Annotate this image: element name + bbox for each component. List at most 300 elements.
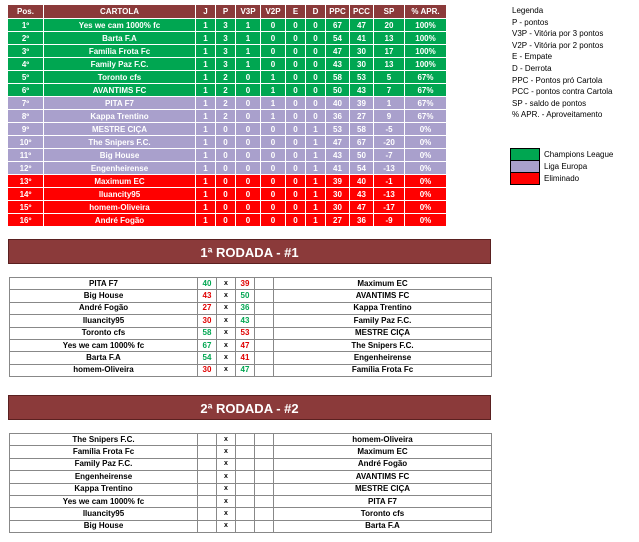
cell-j: 1 [196,162,216,175]
cell-v3p: 0 [236,188,261,201]
legend-item: SP - saldo de pontos [512,98,587,108]
cell-sp: 17 [374,45,405,58]
header-cell: Pos. [8,5,44,19]
cell-d: 0 [306,71,326,84]
cell-e: 0 [286,45,306,58]
cell-p: 2 [216,110,236,123]
cell-j: 1 [196,84,216,97]
versus-mark: x [217,483,236,495]
cell-p: 0 [216,188,236,201]
away-score [236,458,255,470]
cell-d: 0 [306,19,326,32]
cell-d: 0 [306,45,326,58]
cell-sp: -7 [374,149,405,162]
spacer-cell [255,364,274,376]
cell-ppc: 53 [326,123,350,136]
match-row [10,327,492,339]
cell-pcc: 36 [350,214,374,227]
home-score: 43 [198,290,217,302]
standings-row [8,175,447,188]
cell-v2p: 0 [261,123,286,136]
zone-label: Liga Europa [544,162,588,171]
cell-team: AVANTIMS FC [44,84,196,97]
standings-row [8,110,447,123]
zone-label: Eliminado [544,174,580,183]
cell-d: 1 [306,149,326,162]
home-score [198,446,217,458]
cell-e: 0 [286,110,306,123]
cell-ppc: 39 [326,175,350,188]
cell-e: 0 [286,188,306,201]
cell-team: Family Paz F.C. [44,58,196,71]
cell-p: 3 [216,19,236,32]
cell-pos: 13º [8,175,44,188]
home-score: 54 [198,352,217,364]
standings-table [7,4,447,227]
home-team: Yes we cam 1000% fc [10,339,198,351]
cell-ppc: 30 [326,201,350,214]
home-team: lluancity95 [10,315,198,327]
home-team: Família Frota Fc [10,446,198,458]
away-score [236,520,255,532]
spacer-cell [255,446,274,458]
match-row [10,290,492,302]
versus-mark: x [217,315,236,327]
cell-sp: -17 [374,201,405,214]
away-score [236,471,255,483]
round-2-banner: 2ª RODADA - #2 [8,395,491,420]
cell-sp: 5 [374,71,405,84]
standings-row [8,123,447,136]
home-score: 30 [198,315,217,327]
cell-pos: 6º [8,84,44,97]
cell-apr: 67% [405,97,447,110]
cell-d: 1 [306,214,326,227]
spacer-cell [255,278,274,290]
home-score: 40 [198,278,217,290]
away-score: 47 [236,339,255,351]
spacer-cell [255,339,274,351]
cell-e: 0 [286,162,306,175]
cell-j: 1 [196,110,216,123]
cell-pcc: 50 [350,149,374,162]
cell-ppc: 54 [326,32,350,45]
cell-pcc: 47 [350,19,374,32]
cell-j: 1 [196,97,216,110]
header-cell: V3P [236,5,261,19]
away-score [236,446,255,458]
header-cell: E [286,5,306,19]
versus-mark: x [217,458,236,470]
cell-ppc: 47 [326,136,350,149]
away-team: Maximum EC [274,446,492,458]
home-team: Barta F.A [10,352,198,364]
cell-d: 0 [306,84,326,97]
standings-row [8,162,447,175]
cell-e: 0 [286,149,306,162]
cell-p: 0 [216,214,236,227]
away-score: 53 [236,327,255,339]
spacer-cell [255,508,274,520]
cell-d: 1 [306,175,326,188]
home-score [198,495,217,507]
spacer-cell [255,290,274,302]
cell-sp: 9 [374,110,405,123]
cell-apr: 0% [405,188,447,201]
cell-apr: 0% [405,136,447,149]
versus-mark: x [217,508,236,520]
home-team: The Snipers F.C. [10,434,198,446]
cell-v3p: 0 [236,97,261,110]
match-row [10,495,492,507]
cell-p: 2 [216,71,236,84]
cell-j: 1 [196,58,216,71]
away-score [236,434,255,446]
versus-mark: x [217,290,236,302]
away-team: PITA F7 [274,495,492,507]
zone-swatch [511,161,540,173]
away-team: Engenheirense [274,352,492,364]
cell-v2p: 0 [261,149,286,162]
cell-p: 0 [216,162,236,175]
away-team: The Snipers F.C. [274,339,492,351]
zone-swatch [511,149,540,161]
header-cell: PPC [326,5,350,19]
cell-v2p: 0 [261,201,286,214]
cell-apr: 0% [405,175,447,188]
spacer-cell [255,471,274,483]
cell-ppc: 27 [326,214,350,227]
cell-pcc: 30 [350,45,374,58]
cell-d: 0 [306,97,326,110]
cell-apr: 0% [405,162,447,175]
cell-apr: 0% [405,149,447,162]
cell-team: Barta F.A [44,32,196,45]
versus-mark: x [217,339,236,351]
cell-v3p: 0 [236,162,261,175]
cell-team: MESTRE CIÇA [44,123,196,136]
match-row [10,364,492,376]
zone-label: Champions League [544,150,614,159]
cell-e: 0 [286,136,306,149]
away-score [236,508,255,520]
header-cell: D [306,5,326,19]
cell-e: 0 [286,201,306,214]
away-team: AVANTIMS FC [274,290,492,302]
match-row [10,352,492,364]
cell-v2p: 0 [261,214,286,227]
home-score [198,520,217,532]
match-row [10,434,492,446]
cell-j: 1 [196,19,216,32]
zone-legend-row [511,149,614,161]
cell-pos: 8º [8,110,44,123]
cell-pos: 10º [8,136,44,149]
cell-p: 3 [216,58,236,71]
legend-item: E - Empate [512,52,553,62]
cell-team: Big House [44,149,196,162]
versus-mark: x [217,446,236,458]
legend-item: V3P - Vitória por 3 pontos [512,29,604,39]
home-team: PITA F7 [10,278,198,290]
cell-e: 0 [286,58,306,71]
cell-v2p: 0 [261,136,286,149]
spacer-cell [255,483,274,495]
header-cell: SP [374,5,405,19]
header-cell: J [196,5,216,19]
home-score [198,508,217,520]
standings-row [8,136,447,149]
cell-sp: -9 [374,214,405,227]
cell-ppc: 43 [326,149,350,162]
match-row [10,483,492,495]
away-score: 39 [236,278,255,290]
cell-j: 1 [196,45,216,58]
cell-v2p: 0 [261,188,286,201]
cell-apr: 100% [405,58,447,71]
home-score [198,434,217,446]
versus-mark: x [217,434,236,446]
cell-p: 0 [216,201,236,214]
cell-e: 0 [286,123,306,136]
versus-mark: x [217,302,236,314]
match-row [10,278,492,290]
cell-p: 2 [216,97,236,110]
home-team: Big House [10,290,198,302]
cell-v3p: 1 [236,58,261,71]
cell-ppc: 40 [326,97,350,110]
home-score: 67 [198,339,217,351]
standings-row [8,32,447,45]
match-row [10,315,492,327]
cell-j: 1 [196,214,216,227]
cell-team: lluancity95 [44,188,196,201]
home-score [198,483,217,495]
cell-v2p: 0 [261,58,286,71]
cell-team: Família Frota Fc [44,45,196,58]
cell-v3p: 0 [236,214,261,227]
away-team: Barta F.A [274,520,492,532]
cell-pos: 2º [8,32,44,45]
round-2-matches-table [9,433,492,533]
home-score [198,471,217,483]
cell-pcc: 53 [350,71,374,84]
versus-mark: x [217,278,236,290]
standings-row [8,84,447,97]
cell-d: 0 [306,32,326,45]
cell-v2p: 0 [261,32,286,45]
cell-team: Yes we cam 1000% fc [44,19,196,32]
home-team: André Fogão [10,302,198,314]
cell-apr: 0% [405,201,447,214]
cell-pcc: 39 [350,97,374,110]
round-1-banner: 1ª RODADA - #1 [8,239,491,264]
home-score: 58 [198,327,217,339]
cell-sp: 1 [374,97,405,110]
cell-team: André Fogão [44,214,196,227]
cell-sp: 20 [374,19,405,32]
cell-team: Toronto cfs [44,71,196,84]
away-score [236,495,255,507]
standings-row [8,58,447,71]
cell-d: 0 [306,110,326,123]
round-1-matches-table [9,277,492,377]
cell-v2p: 1 [261,71,286,84]
cell-j: 1 [196,123,216,136]
cell-v2p: 1 [261,110,286,123]
cell-apr: 67% [405,110,447,123]
home-team: homem-Oliveira [10,364,198,376]
away-score: 50 [236,290,255,302]
cell-pcc: 30 [350,58,374,71]
cell-j: 1 [196,201,216,214]
cell-sp: -1 [374,175,405,188]
header-cell: P [216,5,236,19]
cell-sp: 13 [374,58,405,71]
cell-v3p: 0 [236,123,261,136]
cell-apr: 0% [405,123,447,136]
cell-p: 2 [216,84,236,97]
away-score: 41 [236,352,255,364]
standings-row [8,201,447,214]
cell-ppc: 36 [326,110,350,123]
cell-pos: 11º [8,149,44,162]
cell-pos: 14º [8,188,44,201]
legend-item: V2P - Vitória por 2 pontos [512,40,604,50]
cell-e: 0 [286,19,306,32]
standings-row [8,214,447,227]
cell-pcc: 43 [350,188,374,201]
cell-pcc: 40 [350,175,374,188]
home-score [198,458,217,470]
cell-e: 0 [286,175,306,188]
cell-v2p: 0 [261,162,286,175]
cell-pcc: 27 [350,110,374,123]
cell-pos: 5º [8,71,44,84]
away-team: Family Paz F.C. [274,315,492,327]
match-row [10,508,492,520]
cell-ppc: 30 [326,188,350,201]
cell-d: 1 [306,162,326,175]
cell-team: Engenheirense [44,162,196,175]
cell-sp: -13 [374,188,405,201]
standings-row [8,149,447,162]
header-cell: % APR. [405,5,447,19]
spacer-cell [255,520,274,532]
away-score: 36 [236,302,255,314]
home-team: Kappa Trentino [10,483,198,495]
home-team: Engenheirense [10,471,198,483]
away-team: Toronto cfs [274,508,492,520]
cell-apr: 0% [405,214,447,227]
away-team: homem-Oliveira [274,434,492,446]
cell-v2p: 0 [261,175,286,188]
cell-d: 1 [306,201,326,214]
cell-p: 0 [216,136,236,149]
cell-pos: 7º [8,97,44,110]
away-team: Kappa Trentino [274,302,492,314]
match-row [10,446,492,458]
cell-apr: 100% [405,19,447,32]
standings-header-row [8,5,447,19]
cell-v3p: 1 [236,19,261,32]
cell-ppc: 47 [326,45,350,58]
home-score: 30 [198,364,217,376]
legend-item: P - pontos [512,17,549,27]
cell-pos: 3º [8,45,44,58]
cell-e: 0 [286,214,306,227]
cell-j: 1 [196,32,216,45]
legend-item: % APR. - Aproveitamento [512,110,603,120]
spacer-cell [255,302,274,314]
cell-v2p: 0 [261,19,286,32]
home-team: Big House [10,520,198,532]
cell-j: 1 [196,71,216,84]
legend-item: PCC - pontos contra Cartola [512,87,613,97]
cell-apr: 67% [405,71,447,84]
cell-pos: 4º [8,58,44,71]
home-score: 27 [198,302,217,314]
match-row [10,302,492,314]
standings-row [8,19,447,32]
cell-j: 1 [196,149,216,162]
cell-team: The Snipers F.C. [44,136,196,149]
cell-ppc: 50 [326,84,350,97]
cell-e: 0 [286,84,306,97]
cell-v3p: 1 [236,45,261,58]
cell-pos: 12º [8,162,44,175]
cell-pcc: 54 [350,162,374,175]
spacer-cell [255,458,274,470]
cell-v3p: 0 [236,149,261,162]
legend-item: D - Derrota [512,63,552,73]
versus-mark: x [217,471,236,483]
header-cell: PCC [350,5,374,19]
cell-sp: -5 [374,123,405,136]
cell-j: 1 [196,188,216,201]
cell-d: 0 [306,58,326,71]
home-team: Family Paz F.C. [10,458,198,470]
cell-v3p: 0 [236,84,261,97]
cell-v3p: 0 [236,201,261,214]
standings-row [8,71,447,84]
cell-ppc: 58 [326,71,350,84]
cell-v3p: 0 [236,110,261,123]
versus-mark: x [217,352,236,364]
standings-row [8,45,447,58]
zone-swatch [511,173,540,185]
cell-pos: 9º [8,123,44,136]
spacer-cell [255,315,274,327]
home-team: Yes we cam 1000% fc [10,495,198,507]
cell-p: 3 [216,45,236,58]
cell-p: 0 [216,175,236,188]
home-team: Toronto cfs [10,327,198,339]
cell-v3p: 0 [236,175,261,188]
cell-d: 1 [306,136,326,149]
cell-apr: 100% [405,45,447,58]
match-row [10,471,492,483]
away-team: AVANTIMS FC [274,471,492,483]
cell-e: 0 [286,71,306,84]
cell-ppc: 43 [326,58,350,71]
away-team: Maximum EC [274,278,492,290]
away-score: 47 [236,364,255,376]
header-cell: V2P [261,5,286,19]
cell-p: 0 [216,149,236,162]
versus-mark: x [217,327,236,339]
spacer-cell [255,352,274,364]
